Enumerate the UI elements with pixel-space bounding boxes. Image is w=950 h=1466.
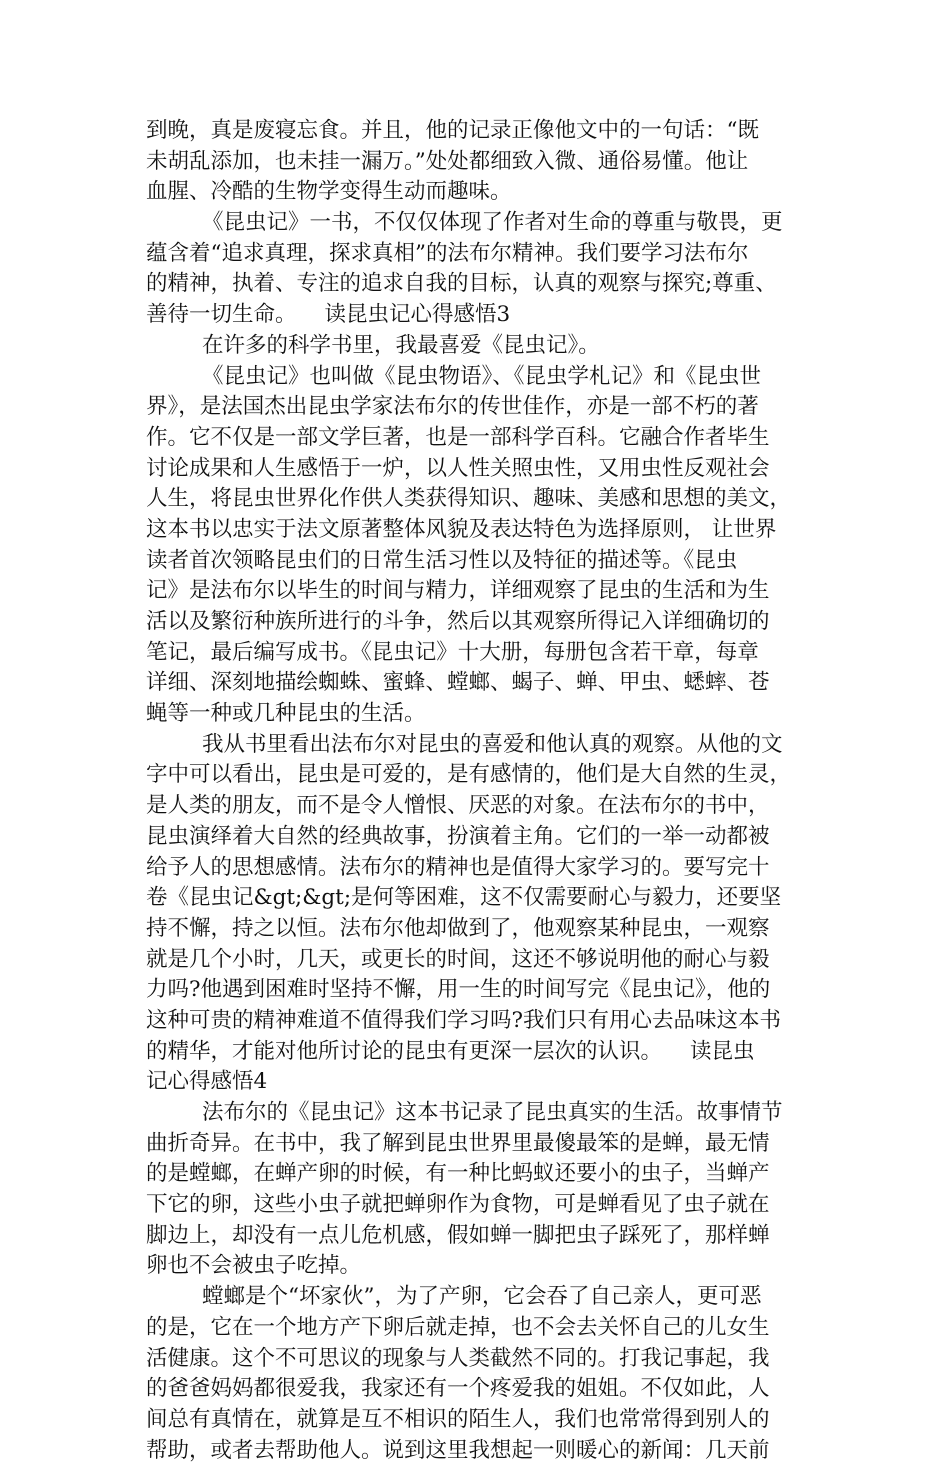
- text-line: 未胡乱添加，也未挂一漏万。”处处都细致入微、通俗易懂。他让: [146, 148, 749, 174]
- text-line: 给予人的思想感情。法布尔的精神也是值得大家学习的。要写完十: [146, 854, 770, 880]
- text-line: 记心得感悟4: [146, 1069, 268, 1095]
- text-line: 下它的卵，这些小虫子就把蝉卵作为食物，可是蝉看见了虫子就在: [146, 1192, 770, 1218]
- text-line: 的是螳螂，在蝉产卵的时候，有一种比蚂蚁还要小的虫子，当蝉产: [146, 1161, 770, 1187]
- text-line: [146, 300, 810, 331]
- text-line: [146, 1037, 810, 1068]
- text-line: 蕴含着“追求真理，探求真相”的法布尔精神。我们要学习法布尔: [146, 240, 749, 266]
- text-line: 人生，将昆虫世界化作供人类获得知识、趣味、美感和思想的美文，: [146, 486, 792, 512]
- text-line: 昆虫演绎着大自然的经典故事，扮演着主角。它们的一举一动都被: [146, 823, 770, 849]
- text-line: 活以及繁衍种族所进行的斗争，然后以其观察所得记入详细确切的: [146, 609, 770, 634]
- text-line: 作。它不仅是一部文学巨著，也是一部科学百科。它融合作者毕生: [146, 424, 770, 450]
- text-line: 在许多的科学书里，我最喜爱《昆虫记》。: [202, 332, 600, 358]
- text-line: 《昆虫记》一书，不仅仅体现了作者对生命的尊重与敬畏，更: [202, 210, 783, 236]
- text-line: 读者首次领略昆虫们的日常生活习性以及特征的描述等。《昆虫: [146, 547, 738, 573]
- section-heading-3: 读昆虫记心得感悟3: [324, 302, 511, 328]
- text-line: 力吗?他遇到困难时坚持不懈，用一生的时间写完《昆虫记》，他的: [146, 977, 771, 1003]
- text-line: 是人类的朋友，而不是令人憎恨、厌恶的对象。在法布尔的书中，: [146, 793, 770, 819]
- text-line: 持不懈，持之以恒。法布尔他却做到了，他观察某种昆虫，一观察: [146, 915, 770, 941]
- text-line: 血腥、冷酷的生物学变得生动而趣味。: [146, 179, 512, 205]
- text-line: 帮助，或者去帮助他人。说到这里我想起一则暖心的新闻：几天前: [146, 1437, 770, 1463]
- text-line: 脚边上，却没有一点儿危机感，假如蝉一脚把虫子踩死了，那样蝉: [146, 1222, 770, 1248]
- text-line: 讨论成果和人生感悟于一炉，以人性关照虫性，又用虫性反观社会: [146, 455, 770, 481]
- text-line: 到晚，真是废寝忘食。并且，他的记录正像他文中的一句话：“既: [146, 118, 759, 143]
- text-line: 活健康。这个不可思议的现象与人类截然不同的。打我记事起，我: [146, 1345, 770, 1371]
- text-line: 笔记，最后编写成书。《昆虫记》十大册，每册包含若干章，每章: [146, 639, 759, 665]
- text-line: 详细、深刻地描绘蜘蛛、蜜蜂、螳螂、蝎子、蝉、甲虫、蟋蟀、苍: [146, 670, 770, 696]
- text-line: 《昆虫记》也叫做《昆虫物语》、《昆虫学札记》和《昆虫世: [202, 363, 762, 389]
- text-line: 的精神，执着、专注的追求自我的目标，认真的观察与探究;尊重、: [146, 271, 777, 297]
- text-line: 的爸爸妈妈都很爱我，我家还有一个疼爱我的姐姐。不仅如此，人: [146, 1376, 770, 1402]
- text-line: 螳螂是个“坏家伙”，为了产卵，它会吞了自己亲人，更可恶: [202, 1284, 762, 1310]
- text-line: 记》是法布尔以毕生的时间与精力，详细观察了昆虫的生活和为生: [146, 578, 770, 604]
- text-line: 我从书里看出法布尔对昆虫的喜爱和他认真的观察。从他的文: [202, 731, 783, 757]
- essay-text: [146, 116, 810, 1466]
- text-segment: 善待一切生命。: [146, 302, 297, 328]
- text-line: 间总有真情在，就算是互不相识的陌生人，我们也常常得到别人的: [146, 1406, 770, 1432]
- text-line: 卵也不会被虫子吃掉。: [146, 1253, 362, 1279]
- text-line: 界》，是法国杰出昆虫学家法布尔的传世佳作，亦是一部不朽的著: [146, 394, 759, 420]
- text-line: 这本书以忠实于法文原著整体风貌及表达特色为选择原则， 让世界: [146, 516, 777, 542]
- text-line: 法布尔的《昆虫记》这本书记录了昆虫真实的生活。故事情节: [202, 1100, 783, 1125]
- text-line: 就是几个小时，几天，或更长的时间，这还不够说明他的耐心与毅: [146, 946, 770, 972]
- text-line: 卷《昆虫记&gt;&gt;是何等困难，这不仅需要耐心与毅力，还要坚: [146, 885, 782, 911]
- text-segment: 的精华，才能对他所讨论的昆虫有更深一层次的认识。: [146, 1038, 663, 1064]
- text-line: 蝇等一种或几种昆虫的生活。: [146, 701, 426, 727]
- section-heading-4: 读昆虫: [690, 1038, 755, 1064]
- text-line: 的是，它在一个地方产下卵后就走掉，也不会去关怀自己的儿女生: [146, 1314, 770, 1340]
- text-line: 这种可贵的精神难道不值得我们学习吗?我们只有用心去品味这本书: [146, 1007, 782, 1033]
- text-line: 字中可以看出，昆虫是可爱的，是有感情的，他们是大自然的生灵，: [146, 762, 792, 788]
- text-line: 曲折奇异。在书中，我了解到昆虫世界里最傻最笨的是蝉，最无情: [146, 1130, 770, 1156]
